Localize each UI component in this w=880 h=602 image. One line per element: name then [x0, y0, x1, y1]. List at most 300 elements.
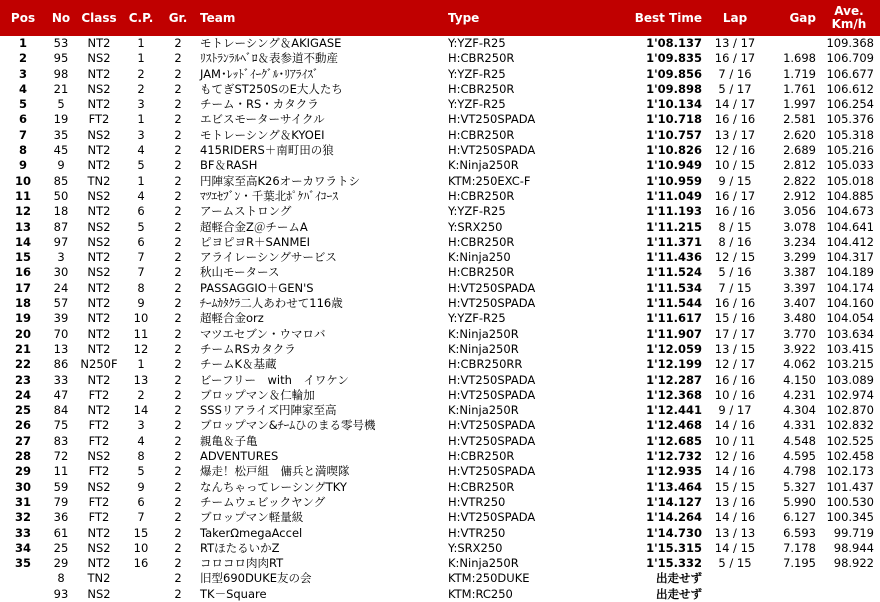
cell-team: ﾘｽﾄﾗﾝﾗﾙﾍﾞﾛ＆表参道不動産 [200, 51, 338, 66]
cell-ave: 98.944 [833, 540, 874, 555]
cell-no: 39 [53, 311, 69, 326]
cell-lap: 14 / 15 [714, 540, 756, 555]
cell-cp: 8 [137, 449, 145, 464]
cell-gap [762, 36, 818, 51]
cell-class: NT2 [87, 143, 111, 158]
cell-class: NT2 [87, 556, 111, 571]
header-type: Type [444, 0, 602, 36]
cell-best-time: 1'11.534 [646, 280, 702, 295]
cell-team: BF＆RASH [200, 158, 258, 173]
cell-cp: 2 [137, 66, 145, 81]
cell-type: Y:YZF-R25 [448, 36, 506, 50]
cell-gr: 2 [174, 387, 182, 402]
table-row [0, 541, 880, 556]
cell-class: NT2 [87, 280, 111, 295]
cell-class: NS2 [87, 265, 111, 280]
table-row [0, 97, 880, 112]
cell-no: 13 [53, 341, 69, 356]
cell-pos: 33 [14, 525, 31, 540]
cell-pos: 26 [14, 418, 31, 433]
cell-no: 24 [53, 280, 69, 295]
cell-team: ブロップマン＆仁輪加 [200, 387, 315, 402]
header-pos: Pos [0, 0, 46, 36]
cell-gr: 2 [174, 234, 182, 249]
table-row [0, 220, 880, 235]
cell-cp: 2 [137, 387, 145, 402]
cell-gr: 2 [174, 188, 182, 203]
cell-ave: 104.189 [826, 265, 874, 280]
results-body [0, 36, 880, 602]
cell-no: 87 [53, 219, 69, 234]
cell-pos: 8 [18, 143, 27, 158]
cell-class: FT2 [88, 112, 110, 127]
cell-ave: 104.317 [826, 250, 874, 265]
cell-pos: 3 [18, 66, 27, 81]
cell-best-time: 出走せず [656, 571, 702, 586]
cell-cp: 6 [137, 204, 145, 219]
header-ave-line2: Km/h [831, 17, 867, 31]
cell-ave: 99.719 [833, 525, 874, 540]
cell-class: NS2 [87, 188, 111, 203]
cell-lap [708, 571, 762, 586]
cell-lap: 17 / 17 [714, 326, 756, 341]
cell-gap: 7.195 [783, 556, 816, 571]
cell-ave: 105.376 [826, 112, 874, 127]
cell-lap: 16 / 16 [714, 372, 756, 387]
cell-type: Y:YZF-R25 [448, 311, 506, 326]
cell-class: TN2 [87, 571, 111, 586]
table-row [0, 174, 880, 189]
cell-lap: 13 / 17 [714, 36, 756, 50]
cell-cp: 3 [137, 418, 145, 433]
cell-gap: 2.812 [783, 158, 816, 173]
cell-lap: 14 / 16 [714, 418, 756, 433]
cell-pos: 32 [14, 510, 31, 525]
cell-lap: 9 / 15 [718, 173, 752, 188]
cell-best-time: 1'10.826 [646, 143, 702, 158]
cell-best-time: 1'12.368 [646, 387, 702, 402]
cell-type: H:CBR250R [448, 265, 515, 280]
cell-class: NS2 [87, 540, 111, 555]
cell-type: Y:SRX250 [448, 540, 503, 555]
cell-ave: 109.368 [826, 36, 874, 50]
table-row [0, 556, 880, 571]
cell-lap: 15 / 15 [714, 479, 756, 494]
header-no: No [46, 0, 76, 36]
cell-class: FT2 [88, 510, 110, 525]
cell-ave: 102.870 [826, 403, 874, 418]
cell-class: FT2 [88, 464, 110, 479]
cell-lap: 12 / 16 [714, 449, 756, 464]
cell-pos: 16 [14, 265, 31, 280]
cell-type: H:CBR250R [448, 127, 515, 142]
cell-gap: 6.593 [783, 525, 816, 540]
cell-best-time: 1'09.835 [646, 51, 702, 66]
cell-gap: 3.299 [783, 250, 816, 265]
cell-team: JAM･ﾚｯﾄﾞｲｰｸﾞﾙ･ﾘｱﾗｲｽﾞ [200, 66, 319, 81]
cell-no: 85 [53, 173, 69, 188]
cell-lap: 12 / 17 [714, 357, 756, 372]
cell-best-time: 1'11.617 [646, 311, 702, 326]
cell-no: 33 [53, 372, 69, 387]
cell-no: 11 [53, 464, 69, 479]
cell-type: H:VT250SPADA [448, 112, 536, 127]
cell-lap: 14 / 17 [714, 97, 756, 112]
cell-gap: 2.912 [783, 188, 816, 203]
cell-cp: 15 [133, 525, 149, 540]
cell-type: H:CBR250RR [448, 357, 523, 372]
cell-pos: 17 [14, 280, 31, 295]
table-row [0, 265, 880, 280]
cell-no: 83 [53, 433, 69, 448]
table-row [0, 388, 880, 403]
cell-cp: 9 [137, 296, 145, 311]
table-row [0, 235, 880, 250]
cell-type: H:VTR250 [448, 525, 506, 540]
cell-team: 超軽合金Z＠チームA [200, 219, 308, 234]
cell-ave: 104.054 [826, 311, 874, 326]
cell-class: FT2 [88, 387, 110, 402]
cell-ave: 103.634 [826, 326, 874, 341]
cell-ave: 103.415 [826, 341, 874, 356]
table-row [0, 587, 880, 602]
cell-best-time: 1'12.468 [646, 418, 702, 433]
cell-class: FT2 [88, 418, 110, 433]
cell-pos: 6 [18, 112, 27, 127]
cell-ave: 104.160 [826, 296, 874, 311]
cell-gr: 2 [174, 357, 182, 372]
cell-gap: 4.798 [783, 464, 816, 479]
cell-gap: 7.178 [783, 540, 816, 555]
cell-gr: 2 [174, 464, 182, 479]
cell-gap: 2.581 [783, 112, 816, 127]
cell-cp: 9 [137, 479, 145, 494]
cell-pos: 1 [18, 36, 27, 50]
cell-type: H:VT250SPADA [448, 372, 536, 387]
cell-ave: 104.673 [826, 204, 874, 219]
cell-gap: 4.595 [783, 449, 816, 464]
cell-best-time: 出走せず [656, 586, 702, 601]
table-row [0, 342, 880, 357]
cell-pos: 5 [18, 97, 27, 112]
cell-pos: 31 [14, 494, 31, 509]
table-row [0, 158, 880, 173]
cell-gr: 2 [174, 265, 182, 280]
cell-lap: 12 / 15 [714, 250, 756, 265]
table-row [0, 67, 880, 82]
table-row [0, 250, 880, 265]
cell-class: NT2 [87, 66, 111, 81]
table-row [0, 434, 880, 449]
cell-best-time: 1'12.441 [646, 403, 702, 418]
cell-best-time: 1'12.059 [646, 341, 702, 356]
table-row [0, 449, 880, 464]
table-row [0, 464, 880, 479]
cell-pos: 18 [14, 296, 31, 311]
cell-team: 秋山モータース [200, 265, 280, 280]
cell-best-time: 1'10.949 [646, 158, 702, 173]
cell-cp: 10 [133, 311, 149, 326]
cell-class: NT2 [87, 97, 111, 112]
cell-class: NS2 [87, 127, 111, 142]
cell-lap: 9 / 17 [718, 403, 752, 418]
cell-cp: 1 [137, 173, 145, 188]
cell-ave: 106.709 [826, 51, 874, 66]
cell-ave: 102.458 [826, 449, 874, 464]
cell-gr: 2 [174, 418, 182, 433]
cell-gap: 3.480 [783, 311, 816, 326]
cell-cp: 3 [137, 97, 145, 112]
table-row [0, 51, 880, 66]
cell-gr: 2 [174, 143, 182, 158]
cell-type: K:Ninja250R [448, 403, 519, 418]
cell-pos: 30 [14, 479, 31, 494]
cell-gap: 3.770 [783, 326, 816, 341]
cell-ave: 102.832 [826, 418, 874, 433]
cell-class: NT2 [87, 341, 111, 356]
header-ave [818, 0, 880, 36]
cell-team: チームRSカタクラ [200, 341, 296, 356]
cell-no: 36 [53, 510, 69, 525]
cell-lap: 16 / 16 [714, 204, 756, 219]
cell-pos: 12 [14, 204, 31, 219]
cell-lap: 13 / 15 [714, 341, 756, 356]
cell-gap: 1.997 [783, 97, 816, 112]
cell-gap: 2.822 [783, 173, 816, 188]
cell-class: NS2 [87, 586, 111, 601]
cell-pos: 7 [18, 127, 27, 142]
cell-team: マツエセブン・ウマロバ [200, 326, 326, 341]
cell-gr: 2 [174, 97, 182, 112]
cell-team: チームK＆基蔵 [200, 357, 277, 372]
table-row [0, 112, 880, 127]
cell-best-time: 1'10.134 [646, 97, 702, 112]
cell-team: チームウェビックヤング [200, 494, 326, 509]
cell-type: K:Ninja250R [448, 341, 519, 356]
cell-cp: 6 [137, 494, 145, 509]
cell-team: 円陣家至高K26オーカワラトシ [200, 173, 360, 188]
cell-type: H:CBR250R [448, 188, 515, 203]
cell-team: PASSAGGIO＋GEN'S [200, 280, 314, 295]
cell-no: 59 [53, 479, 69, 494]
cell-no: 8 [57, 571, 65, 586]
cell-pos: 25 [14, 403, 31, 418]
cell-class: NS2 [87, 449, 111, 464]
cell-gap: 4.304 [783, 403, 816, 418]
cell-no: 57 [53, 296, 69, 311]
cell-ave: 104.174 [826, 280, 874, 295]
cell-ave: 106.254 [826, 97, 874, 112]
cell-pos: 27 [14, 433, 31, 448]
cell-pos: 4 [18, 81, 27, 96]
cell-pos: 13 [14, 219, 31, 234]
cell-no: 86 [53, 357, 69, 372]
cell-cp: 6 [137, 234, 145, 249]
header-gap: Gap [762, 0, 818, 36]
cell-class: FT2 [88, 433, 110, 448]
table-row [0, 480, 880, 495]
cell-best-time: 1'11.371 [646, 234, 702, 249]
cell-type: H:VT250SPADA [448, 387, 536, 402]
cell-lap: 16 / 16 [714, 112, 756, 127]
cell-team: ブロップマン&ﾁｰﾑひのまる零号機 [200, 418, 376, 433]
cell-gap: 1.719 [783, 66, 816, 81]
cell-type: KTM:RC250 [448, 586, 513, 601]
cell-gap: 3.234 [783, 234, 816, 249]
cell-best-time: 1'09.898 [646, 81, 702, 96]
cell-pos: 19 [14, 311, 31, 326]
cell-no: 84 [53, 403, 69, 418]
cell-class: NT2 [87, 525, 111, 540]
cell-cp: 4 [137, 433, 145, 448]
cell-gr: 2 [174, 173, 182, 188]
cell-best-time: 1'12.287 [646, 372, 702, 387]
cell-ave: 100.530 [826, 494, 874, 509]
cell-team: TakerΩmegaAccel [200, 525, 303, 540]
cell-no: 19 [53, 112, 69, 127]
cell-lap: 16 / 16 [714, 296, 756, 311]
cell-gap: 3.407 [783, 296, 816, 311]
cell-no: 35 [53, 127, 69, 142]
cell-cp [122, 587, 160, 602]
cell-team: RTほたるいかZ [200, 540, 280, 555]
cell-ave: 104.641 [826, 219, 874, 234]
cell-best-time: 1'12.199 [646, 357, 702, 372]
cell-team: 415RIDERS＋南町田の狼 [200, 143, 334, 158]
cell-best-time: 1'15.332 [646, 556, 702, 571]
cell-gr: 2 [174, 510, 182, 525]
cell-cp: 12 [133, 341, 149, 356]
cell-class: N250F [80, 357, 118, 372]
cell-lap: 14 / 16 [714, 510, 756, 525]
cell-team: チーム・RS・カタクラ [200, 97, 319, 112]
cell-gap [762, 571, 818, 586]
table-row [0, 143, 880, 158]
cell-no: 25 [53, 540, 69, 555]
cell-lap: 8 / 16 [718, 234, 752, 249]
cell-ave: 102.173 [826, 464, 874, 479]
cell-cp: 5 [137, 158, 145, 173]
table-row [0, 418, 880, 433]
cell-no: 3 [57, 250, 65, 265]
cell-ave: 106.677 [826, 66, 874, 81]
cell-type: Y:YZF-R25 [448, 97, 506, 112]
table-row [0, 526, 880, 541]
cell-lap: 15 / 16 [714, 311, 756, 326]
cell-pos: 14 [14, 234, 31, 249]
cell-gr: 2 [174, 571, 182, 586]
cell-type: H:VT250SPADA [448, 510, 536, 525]
cell-ave: 102.525 [826, 433, 874, 448]
cell-team: エビスモーターサイクル [200, 112, 325, 127]
table-row [0, 571, 880, 586]
cell-ave: 106.612 [826, 81, 874, 96]
cell-pos: 29 [14, 464, 31, 479]
cell-type: H:CBR250R [448, 51, 515, 66]
cell-type: H:CBR250R [448, 81, 515, 96]
cell-gap: 4.331 [783, 418, 816, 433]
cell-team: コロコロ肉肉RT [200, 556, 284, 571]
table-row [0, 281, 880, 296]
cell-best-time: 1'11.436 [646, 250, 702, 265]
cell-lap: 10 / 15 [714, 158, 756, 173]
cell-ave [818, 587, 880, 602]
cell-no: 21 [53, 81, 69, 96]
cell-ave: 105.018 [826, 173, 874, 188]
cell-gr: 2 [174, 311, 182, 326]
cell-pos: 10 [14, 173, 31, 188]
cell-cp: 8 [137, 280, 145, 295]
cell-best-time: 1'12.935 [646, 464, 702, 479]
cell-type: H:CBR250R [448, 449, 515, 464]
cell-team: もてぎST250SのE大人たち [200, 81, 343, 96]
cell-lap: 12 / 16 [714, 143, 756, 158]
table-row [0, 495, 880, 510]
cell-cp: 4 [137, 143, 145, 158]
header-class: Class [76, 0, 122, 36]
cell-lap: 16 / 17 [714, 188, 756, 203]
cell-cp: 13 [133, 372, 149, 387]
cell-type: K:Ninja250 [448, 250, 511, 265]
cell-class: NS2 [87, 219, 111, 234]
cell-pos: 24 [14, 387, 31, 402]
cell-team: 旧型690DUKE友の会 [200, 571, 312, 586]
cell-gr: 2 [174, 449, 182, 464]
cell-gr: 2 [174, 219, 182, 234]
cell-pos: 21 [14, 341, 31, 356]
cell-team: アライレーシングサービス [200, 250, 337, 265]
cell-ave: 105.216 [826, 143, 874, 158]
cell-lap: 13 / 17 [714, 127, 756, 142]
cell-lap: 10 / 11 [714, 433, 756, 448]
cell-cp: 14 [133, 403, 149, 418]
cell-team: アームストロング [200, 204, 292, 219]
cell-gap: 4.062 [783, 357, 816, 372]
cell-pos: 15 [14, 250, 31, 265]
cell-cp: 1 [137, 36, 145, 50]
cell-type: K:Ninja250R [448, 326, 519, 341]
cell-best-time: 1'08.137 [646, 36, 702, 50]
cell-cp: 3 [137, 127, 145, 142]
cell-gr: 2 [174, 204, 182, 219]
cell-class: NT2 [87, 158, 111, 173]
cell-cp: 10 [133, 540, 149, 555]
cell-no: 47 [53, 387, 69, 402]
cell-no: 93 [53, 586, 69, 601]
cell-gap: 5.990 [783, 494, 816, 509]
cell-gr: 2 [174, 250, 182, 265]
cell-type: H:VTR250 [448, 494, 506, 509]
cell-class: NT2 [87, 403, 111, 418]
cell-ave: 103.215 [826, 357, 874, 372]
cell-gap: 3.078 [783, 219, 816, 234]
cell-no: 18 [53, 204, 69, 219]
cell-team: モトレーシング＆AKIGASE [200, 36, 342, 50]
cell-pos: 11 [14, 188, 31, 203]
cell-gr: 2 [174, 341, 182, 356]
cell-no: 30 [53, 265, 69, 280]
cell-cp: 4 [137, 188, 145, 203]
table-row [0, 510, 880, 525]
table-row [0, 128, 880, 143]
cell-no: 5 [57, 97, 65, 112]
cell-class: NS2 [87, 479, 111, 494]
cell-best-time: 1'11.524 [646, 265, 702, 280]
cell-type: H:CBR250R [448, 479, 515, 494]
cell-type: H:VT250SPADA [448, 296, 536, 311]
cell-cp: 7 [137, 510, 145, 525]
cell-no: 98 [53, 66, 69, 81]
